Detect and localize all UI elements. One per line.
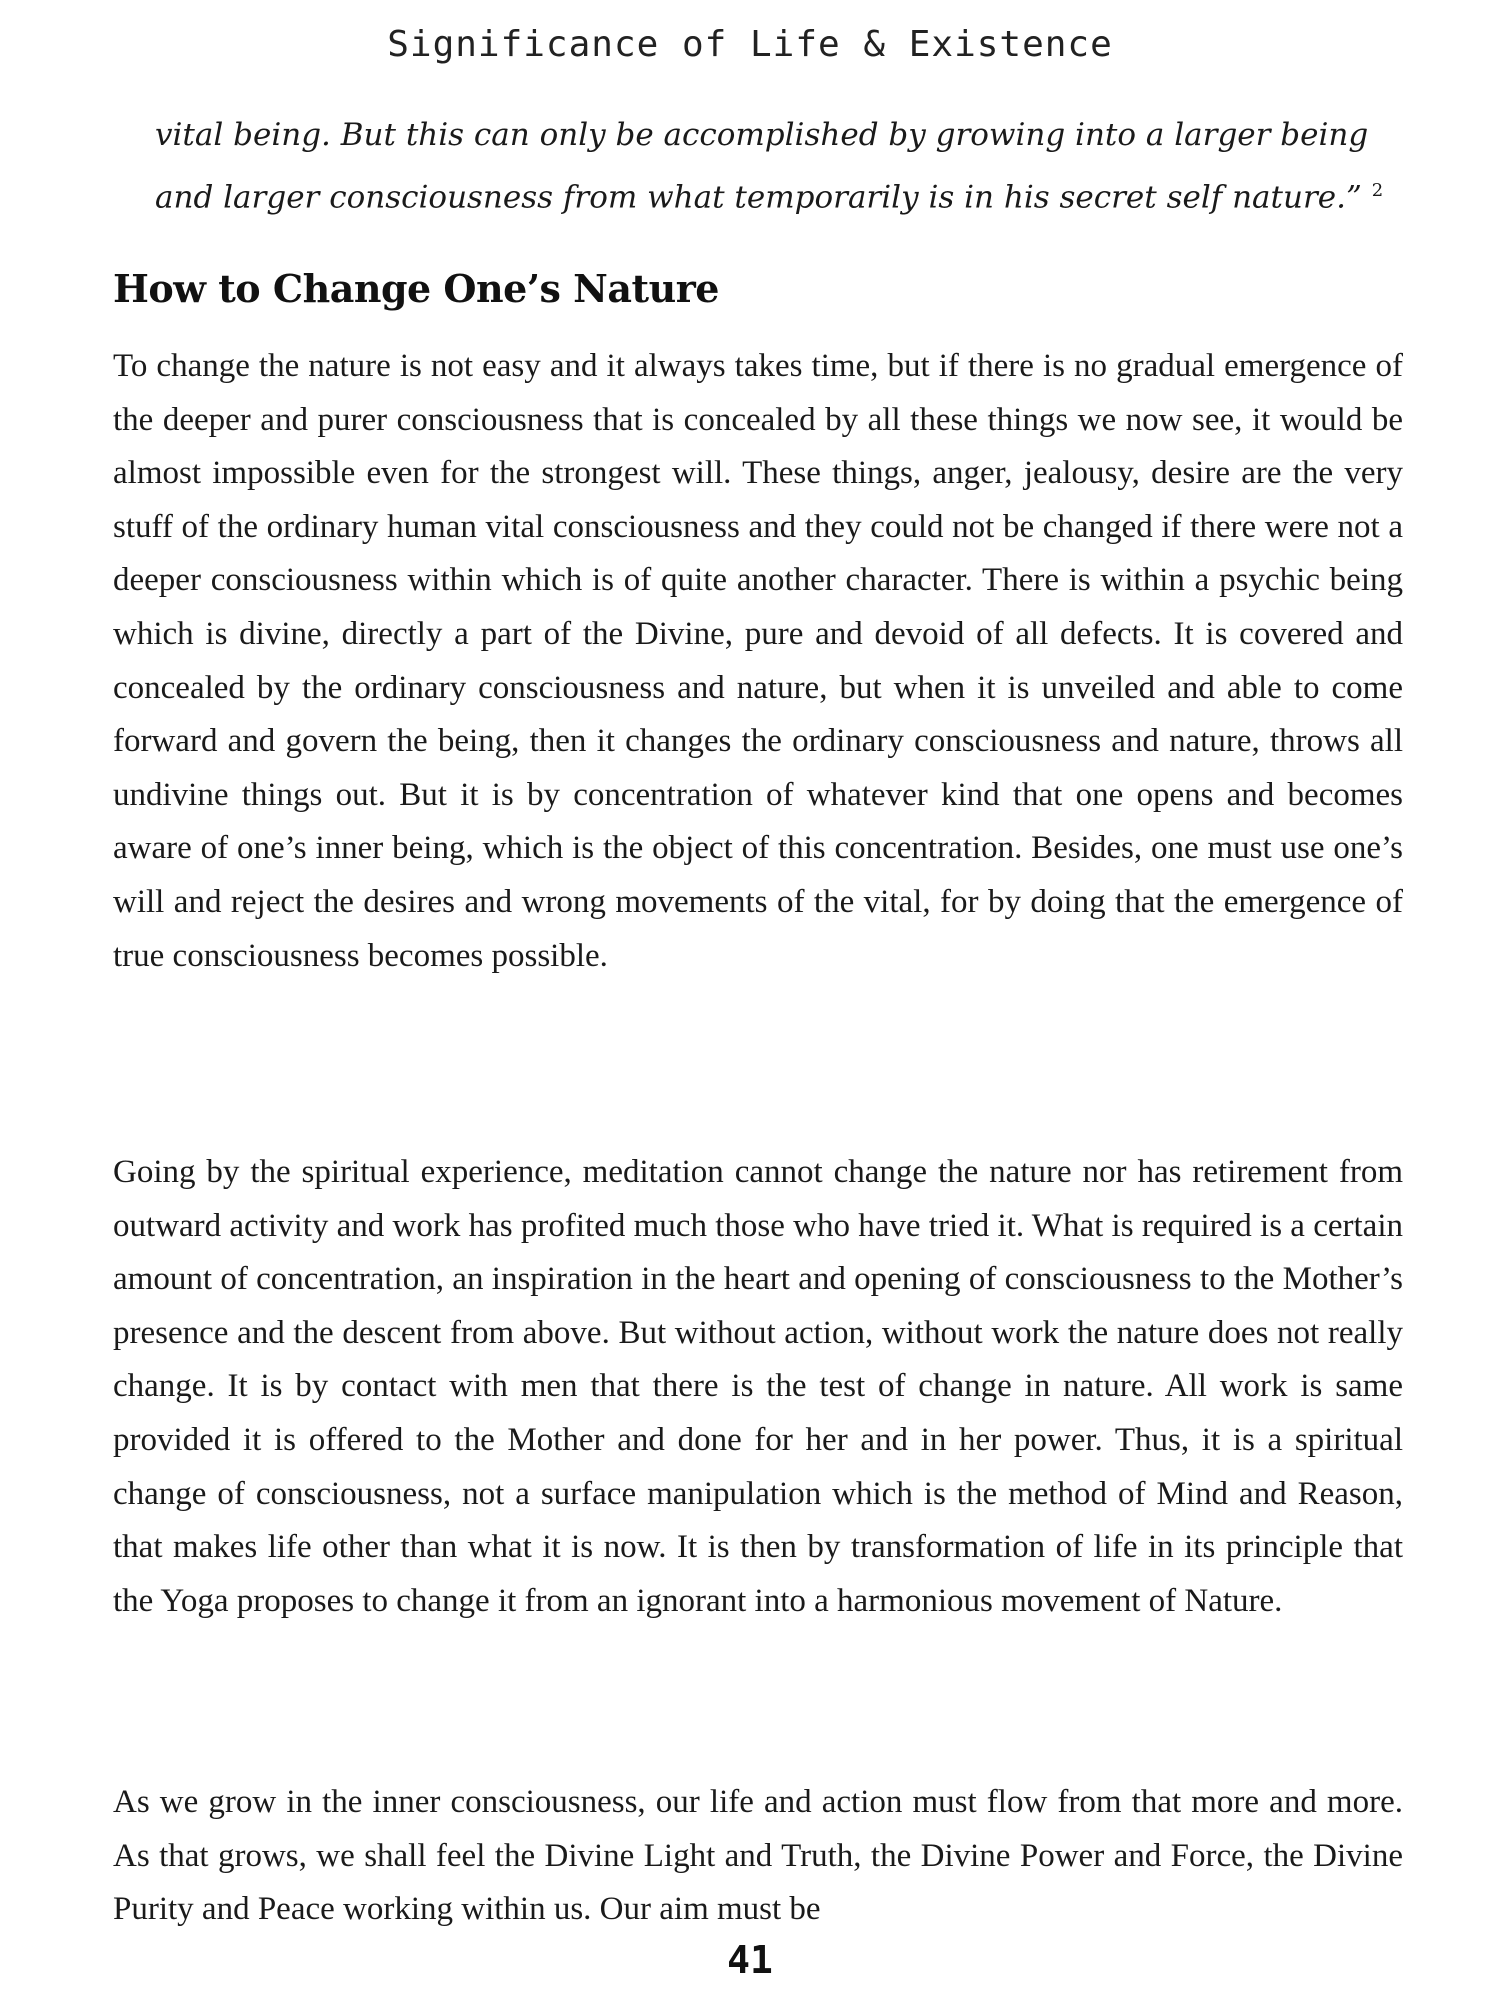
section-heading: How to Change One’s Nature [113, 266, 719, 311]
footnote-ref: 2 [1371, 180, 1384, 201]
page-number: 41 [727, 1938, 773, 1982]
quote-text: vital being. But this can only be accomplished by growing into a larger being and larger consciousness from what temporarily is in his secret self nature.” [155, 117, 1369, 216]
paragraph-3: As we grow in the inner consciousness, our life and action must flow from that more and more. As that grows, we shall feel the Divine Light and Truth, the Divine Power and Force, the Divine Purity and Peace working within us. Our aim must be [113, 1784, 1403, 1928]
paragraph-1: To change the nature is not easy and it always takes time, but if there is no gradual emergence of the deeper and purer consciousness that is concealed by all these things we now see, it would be almost impossible even for the strongest will. These things, anger, jealousy, desire are the very stuff of the ordinary human vital consciousness and they could not be changed if there were not a deeper consciousness within which is of quite another character. There is within a psychic being which is divine, directly a part of the Divine, pure and devoid of all defects. It is covered and concealed by the ordinary consciousness and nature, but when it is unveiled and able to come forward and govern the being, then it changes the ordinary consciousness and nature, throws all undivine things out. But it is by concentration of whatever kind that one opens and becomes aware of one’s inner being, which is the object of this concentration. Besides, one must use one’s will and reject the desires and wrong movements of the vital, for by doing that the emergence of true consciousness becomes possible. [113, 348, 1403, 974]
block-quote [155, 108, 1415, 225]
paragraph-2: Going by the spiritual experience, meditation cannot change the nature nor has retirement from outward activity and work has profited much those who have tried it. What is required is a certain amount of concentration, an inspiration in the heart and opening of consciousness to the Mother’s presence and the descent from above. But without action, without work the nature does not really change. It is by contact with men that there is the test of change in nature. All work is same provided it is offered to the Mother and done for her and in her power. Thus, it is a spiritual change of consciousness, not a surface manipulation which is the method of Mind and Reason, that makes life other than what it is now. It is then by transformation of life in its principle that the Yoga proposes to change it from an ignorant into a harmonious movement of Nature. [113, 1154, 1403, 1619]
running-head: Significance of Life & Existence [387, 24, 1113, 65]
